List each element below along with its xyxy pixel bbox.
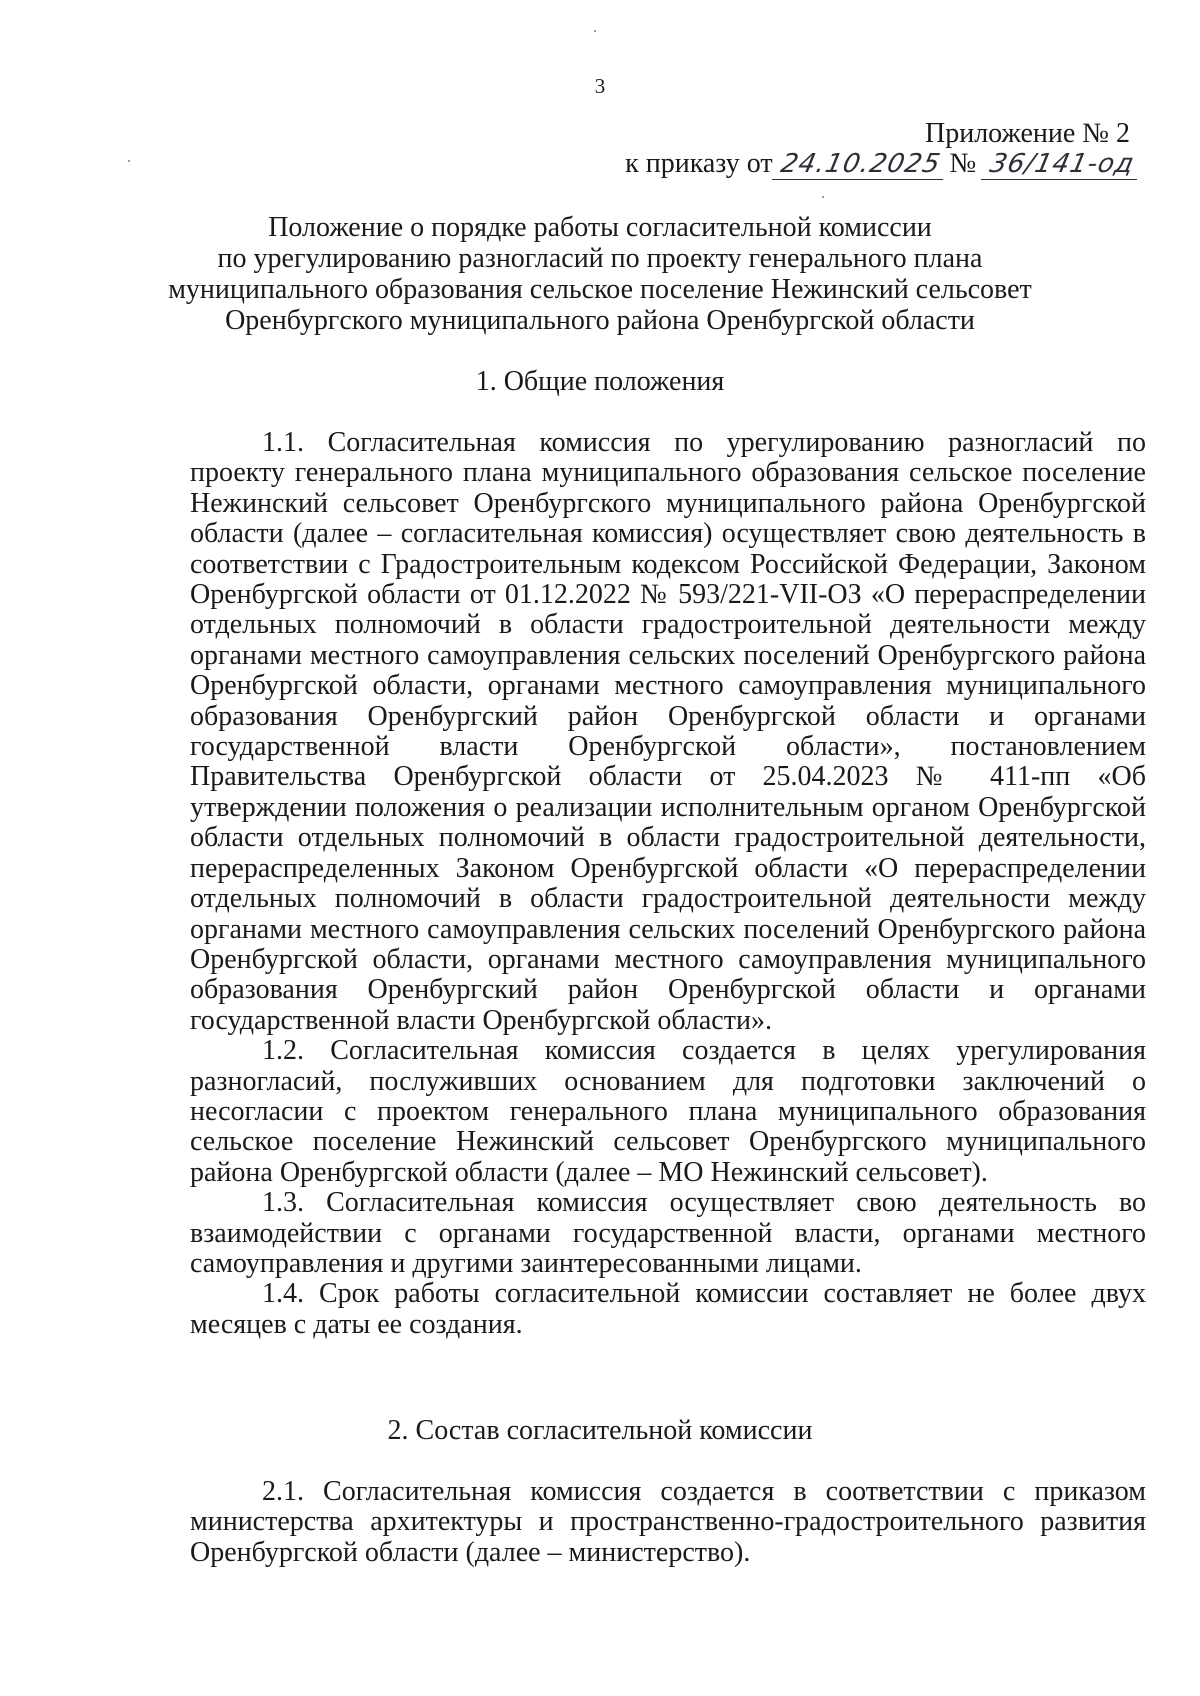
order-reference <box>625 148 1140 180</box>
handwritten-order-number: 36/141-од <box>981 151 1143 180</box>
section-body-commission-composition <box>190 1477 1146 1568</box>
number-sign: № <box>949 148 977 179</box>
paragraph-1-2: 1.2. Согласительная комиссия создается в целях урегулирования разногласий, послуживших основанием для подготовки заключений о несогласии с проектом генерального плана муниципального образования сельское поселение Нежинский сельсовет Оренбургского муниципального района Оренбургской области (далее – МО Нежинский сельсовет). <box>190 1035 1146 1188</box>
title-line: Положение о порядке работы согласительной комиссии <box>268 212 932 243</box>
section-body-general-provisions <box>190 428 1146 1340</box>
section-heading-commission-composition: 2. Состав согласительной комиссии <box>387 1415 813 1446</box>
section-heading-general-provisions: 1. Общие положения <box>475 366 725 397</box>
paragraph-1-1: 1.1. Согласительная комиссия по урегулированию разногласий по проекту генерального плана муниципального образования сельское поселение Нежинский сельсовет Оренбургского муниципального района Оренбургской области (далее – согласительная комиссия) осуществляет свою деятельность в соответствии с Градостроительным кодексом Российской Федерации, Законом Оренбургской области от 01.12.2022 № 593/221-VII-ОЗ «О перераспределении отдельных полномочий в области градостроительной деятельности между органами местного самоуправления сельских поселений Оренбургского района Оренбургской области, органами местного самоуправления муниципального образования Оренбургский район Оренбургской области и органами государственной власти Оренбургской области», постановлением Правительства Оренбургской области от 25.04.2023 № 411-пп «Об утверждении положения о реализации исполнительным органом Оренбургской области отдельных полномочий в области градостроительной деятельности, перераспределенных Законом Оренбургской области «О перераспределении отдельных полномочий в области градостроительной деятельности между органами местного самоуправления сельских поселений Оренбургского района Оренбургской области, органами местного самоуправления муниципального образования Оренбургский район Оренбургской области и органами государственной власти Оренбургской области». <box>190 427 1146 1036</box>
title-line: по урегулированию разногласий по проекту генерального плана <box>217 243 983 274</box>
order-prefix: к приказу от <box>625 148 773 179</box>
paragraph-1-3: 1.3. Согласительная комиссия осуществляет свою деятельность во взаимодействии с органами государственной власти, органами местного самоуправления и другими заинтересованными лицами. <box>190 1187 1146 1279</box>
scan-speck <box>594 30 596 32</box>
appendix-title: Приложение № 2 <box>925 118 1130 149</box>
scan-speck <box>128 160 130 162</box>
title-line: муниципального образования сельское поселение Нежинский сельсовет <box>168 274 1032 305</box>
handwritten-order-date: 24.10.2025 <box>772 151 949 180</box>
title-line: Оренбургского муниципального района Оренбургской области <box>225 305 975 336</box>
paragraph-2-1: 2.1. Согласительная комиссия создается в соответствии с приказом министерства архитектуры и пространственно-градостроительного развития Оренбургской области (далее – министерство). <box>190 1476 1146 1568</box>
document-title <box>0 212 1200 336</box>
scan-speck <box>822 196 824 198</box>
page-number: 3 <box>594 74 606 98</box>
paragraph-1-4: 1.4. Срок работы согласительной комиссии составляет не более двух месяцев с даты ее создания. <box>190 1278 1146 1340</box>
